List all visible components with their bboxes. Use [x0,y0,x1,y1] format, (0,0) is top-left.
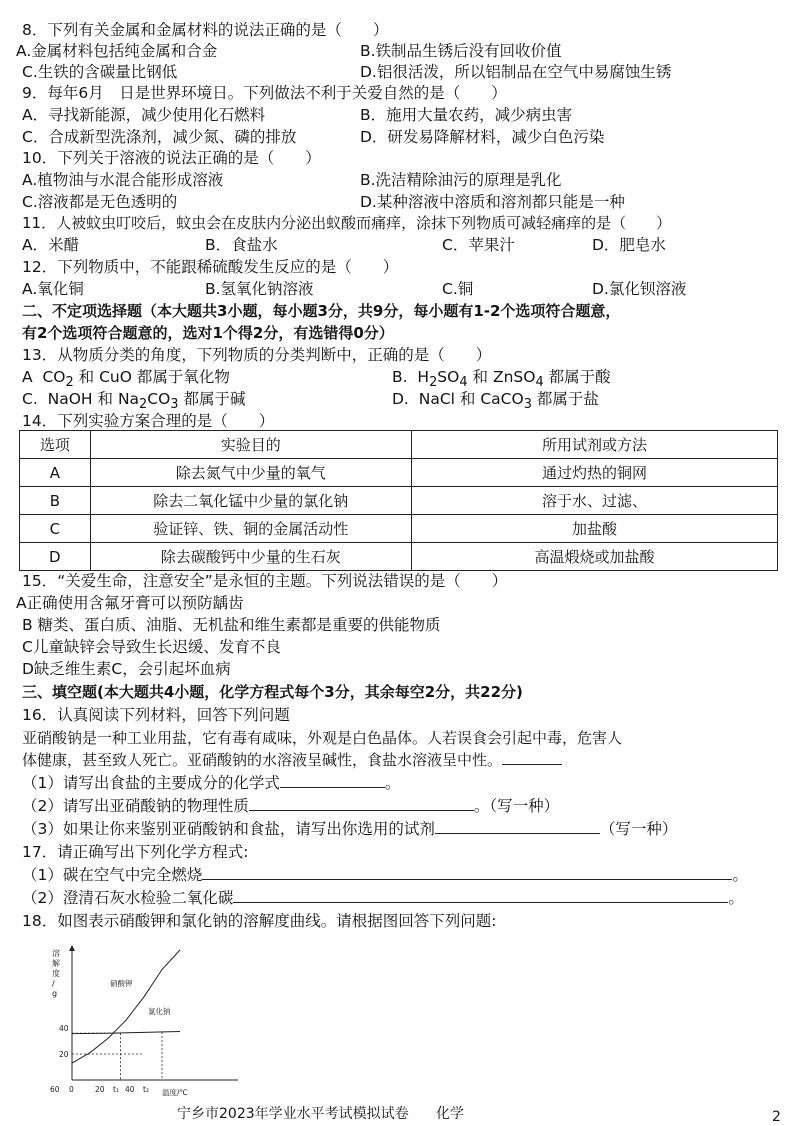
answer-blank[interactable] [502,750,562,765]
table-header-cell: 实验目的 [90,431,411,459]
q15-stem: 15．“关爱生命，注意安全”是永恒的主题。下列说法错误的是（ ） [22,572,508,590]
q10-option-d: D.某种溶液中溶质和溶剂都只能是一种 [360,193,625,211]
q16-material-line1: 亚硝酸钠是一种工业用盐，它有毒有咸味，外观是白色晶体。人若误食会引起中毒，危害人 [22,729,623,747]
q9-stem: 9．每年6月 日是世界环境日。下列做法不利于关爱自然的是（ ） [22,84,507,102]
x-tick-label: t₁ [113,1085,119,1094]
table-cell: 除去氮气中少量的氧气 [90,459,411,487]
x-axis-label: 温度/℃ [162,1088,188,1097]
x-tick-label: 40 [125,1085,135,1094]
q10-option-b: B.洗洁精除油污的原理是乳化 [360,171,562,189]
table-header-cell: 所用试剂或方法 [411,431,777,459]
y-axis-label [52,948,60,998]
q13-option-a: A $CO_2$ 和 CuO 都属于氧化物 [22,368,230,391]
q9-option-d: D．研发易降解材料，减少白色污染 [360,128,605,146]
q15-option-a: A正确使用含氟牙膏可以预防龋齿 [16,594,244,612]
q16-stem: 16．认真阅读下列材料，回答下列问题 [22,706,290,724]
series-label-nacl: 氯化钠 [148,1007,171,1016]
q17-subq2: （2）澄清石灰水检验二氧化碳 。 [22,889,744,907]
footer-subject: 化学 [436,1106,464,1122]
q13-option-c: C. NaOH 和 $Na_2CO_3$ 都属于碱 [22,390,246,413]
q16-subq1: （1）请写出食盐的主要成分的化学式 。 [22,774,401,792]
q17-subq1: （1）碳在空气中完全燃烧 。 [22,866,748,884]
q9-option-c: C．合成新型洗涤剂，减少氮、磷的排放 [22,128,297,146]
series-label-kno3: 硝酸钾 [110,979,133,988]
section2-heading-line2: 有2个选项符合题意的，选对1个得2分，有选错得0分） [22,324,394,342]
table-cell: 加盐酸 [411,515,777,543]
table-cell: 验证锌、铁、铜的金属活动性 [90,515,411,543]
y-tick-label: 20 [59,1050,69,1059]
q8-option-d: D.铝很活泼，所以铝制品在空气中易腐蚀生锈 [360,63,672,81]
y-axis-label-char: g [52,989,58,998]
answer-blank[interactable] [280,773,385,788]
table-cell: 通过灼热的铜网 [411,459,777,487]
table-cell: 溶于水、过滤、 [411,487,777,515]
table-row [20,515,778,543]
footer-exam-title: 宁乡市2023年学业水平考试模拟试卷 [177,1106,409,1122]
answer-blank[interactable] [202,865,732,880]
q8-stem: 8．下列有关金属和金属材料的说法正确的是（ ） [22,21,389,39]
q16-material-line2: 体健康，甚至致人死亡。亚硝酸钠的水溶液呈碱性，食盐水溶液呈中性。 [22,750,562,770]
q16-subq3: （3）如果让你来鉴别亚硝酸钠和食盐，请写出你选用的试剂 （写一种） [22,820,678,838]
q13-option-d: D. NaCl 和 CaCO$_3$ 都属于盐 [392,390,599,413]
q17-stem: 17．请正确写出下列化学方程式: [22,843,249,861]
y-tick-label: 40 [59,1024,69,1033]
answer-blank[interactable] [249,796,474,811]
table-cell: B [20,487,91,515]
y-axis-label-char: 度 [52,969,60,978]
q13-option-b: B. $H_2SO_4$ 和 ZnSO$_4$ 都属于酸 [392,368,611,391]
table-cell: D [20,543,91,571]
q13-stem: 13．从物质分类的角度，下列物质的分类判断中，正确的是（ ） [22,346,492,364]
x-tick-label: 60 [50,1085,60,1094]
solubility-chart [50,942,250,1102]
table-cell: C [20,515,91,543]
table-cell: 高温煅烧或加盐酸 [411,543,777,571]
q8-option-b: B.铁制品生锈后没有回收价值 [360,42,562,60]
q11-option-d: D．肥皂水 [592,236,666,254]
q12-option-d: D.氯化钡溶液 [592,280,687,298]
q12-option-b: B.氢氧化钠溶液 [205,280,314,298]
x-tick-label: t₂ [143,1085,149,1094]
table-header-cell: 选项 [20,431,91,459]
y-axis-label-char: / [52,979,55,988]
q11-option-b: B．食盐水 [205,236,278,254]
table-cell: 除去碳酸钙中少量的生石灰 [90,543,411,571]
x-tick-label: 0 [69,1085,74,1094]
q10-option-a: A.植物油与水混合能形成溶液 [22,171,224,189]
q12-option-c: C.铜 [442,280,474,298]
q10-stem: 10．下列关于溶液的说法正确的是（ ） [22,149,321,167]
table-cell: 除去二氧化锰中少量的氯化钠 [90,487,411,515]
q15-option-d: D缺乏维生素C，会引起坏血病 [22,660,231,678]
section2-heading-line1: 二、不定项选择题（本大题共3小题，每小题3分，共9分，每小题有1-2个选项符合题意， [22,302,621,320]
q12-option-a: A.氧化铜 [22,280,84,298]
x-tick-label: 20 [95,1085,105,1094]
table-cell: A [20,459,91,487]
q16-subq2: （2）请写出亚硝酸钠的物理性质 。（写一种） [22,797,560,815]
q11-option-c: C．苹果汁 [442,236,515,254]
table-row [20,487,778,515]
q14-table [19,430,778,571]
q18-stem: 18．如图表示硝酸钾和氯化钠的溶解度曲线。请根据图回答下列问题: [22,912,497,930]
q15-option-b: B 糖类、蛋白质、油脂、无机盐和维生素都是重要的供能物质 [22,616,441,634]
q8-option-c: C.生铁的含碳量比钢低 [22,63,178,81]
page-number: 2 [772,1109,781,1125]
q14-stem: 14．下列实验方案合理的是（ ） [22,412,275,430]
answer-blank[interactable] [233,888,728,903]
table-row [20,459,778,487]
q11-stem: 11．人被蚊虫叮咬后，蚊虫会在皮肤内分泌出蚁酸而痛痒，涂抹下列物质可减轻痛痒的是（ ） [22,214,672,232]
table-header-row [20,431,778,459]
q11-option-a: A．米醋 [22,236,80,254]
y-axis-label-char: 溶 [52,949,60,958]
q12-stem: 12．下列物质中，不能跟稀硫酸发生反应的是（ ） [22,258,399,276]
q15-option-c: C儿童缺锌会导致生长迟缓、发育不良 [22,638,281,656]
q9-option-a: A．寻找新能源，减少使用化石燃料 [22,106,266,124]
q8-option-a: A.金属材料包括纯金属和合金 [16,42,218,60]
q9-option-b: B．施用大量农药，减少病虫害 [360,106,573,124]
section3-heading: 三、填空题(本大题共4小题，化学方程式每个3分，其余每空2分，共22分) [22,683,523,701]
y-axis-label-char: 解 [52,959,60,968]
table-row [20,543,778,571]
q10-option-c: C.溶液都是无色透明的 [22,193,178,211]
answer-blank[interactable] [435,819,600,834]
